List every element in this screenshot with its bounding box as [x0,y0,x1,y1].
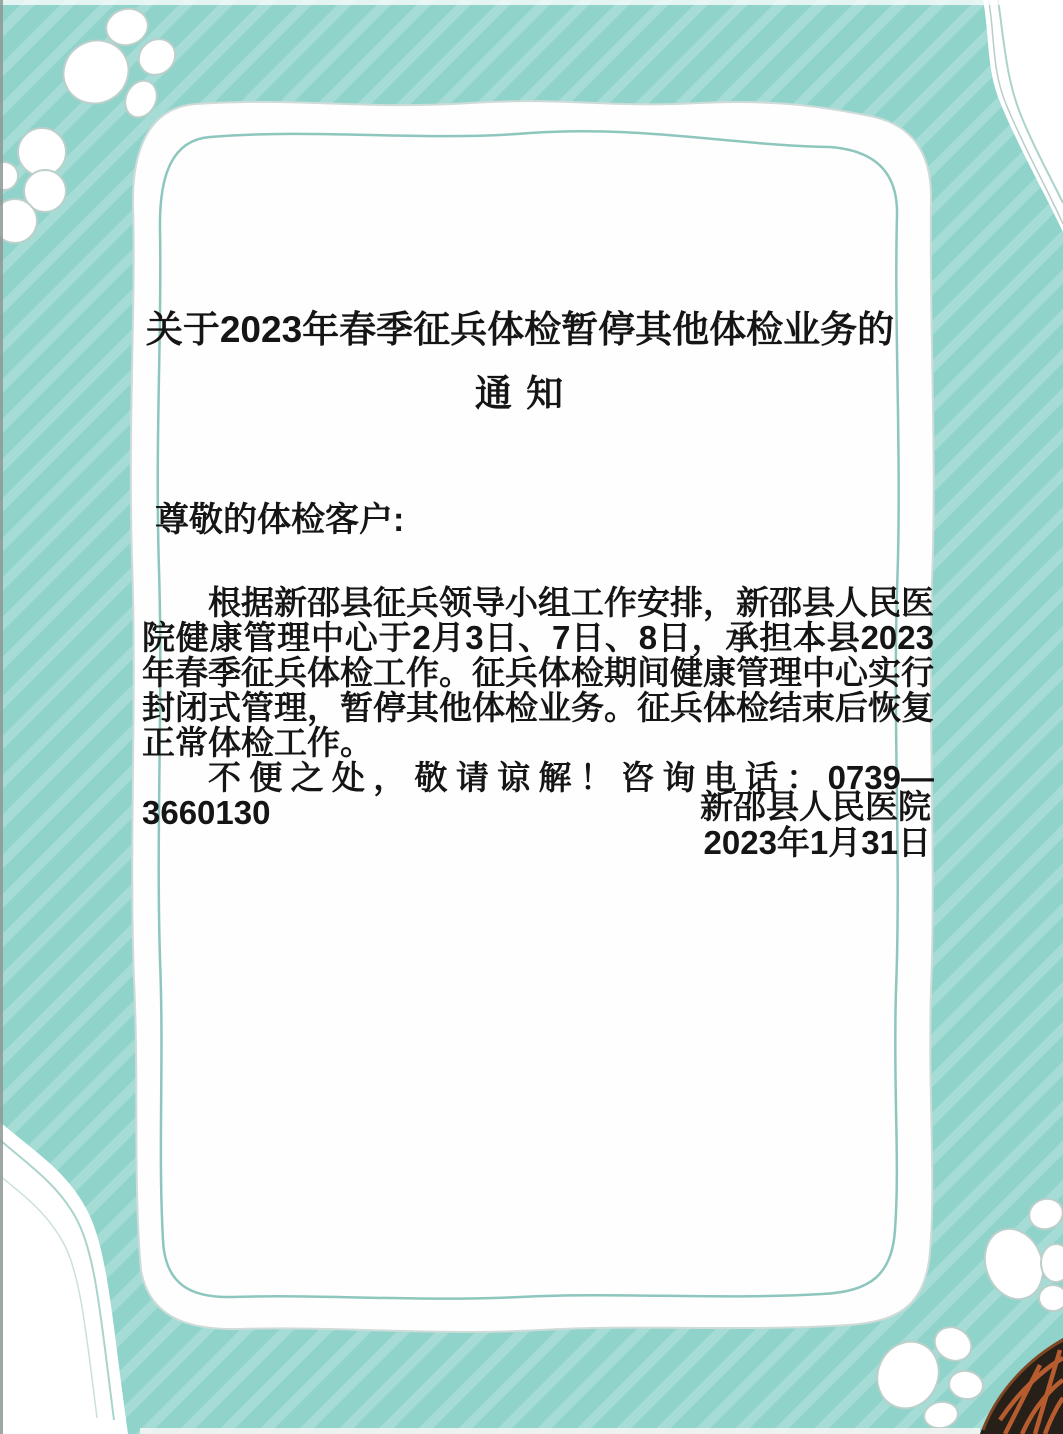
signature-block [700,789,931,861]
notice-greeting: 尊敬的体检客户: [155,501,405,539]
notice-paragraph-2: 不便之处，敬请谅解！咨询电话：0739—3660130 [142,759,934,831]
signature-hospital: 新邵县人民医院 [700,788,931,825]
notice-title-line2: 通 知 [474,373,566,414]
notice-title-line1: 关于2023年春季征兵体检暂停其他体检业务的 [145,309,895,350]
signature-date: 2023年1月31日 [703,824,931,861]
notice-paragraph-1: 根据新邵县征兵领导小组工作安排，新邵县人民医院健康管理中心于2月3日、7日、8日，承担本县2023年春季征兵体检工作。征兵体检期间健康管理中心实行封闭式管理，暂停其他体检业务。征兵体检结束后恢复正常体检工作。 [142,584,934,761]
